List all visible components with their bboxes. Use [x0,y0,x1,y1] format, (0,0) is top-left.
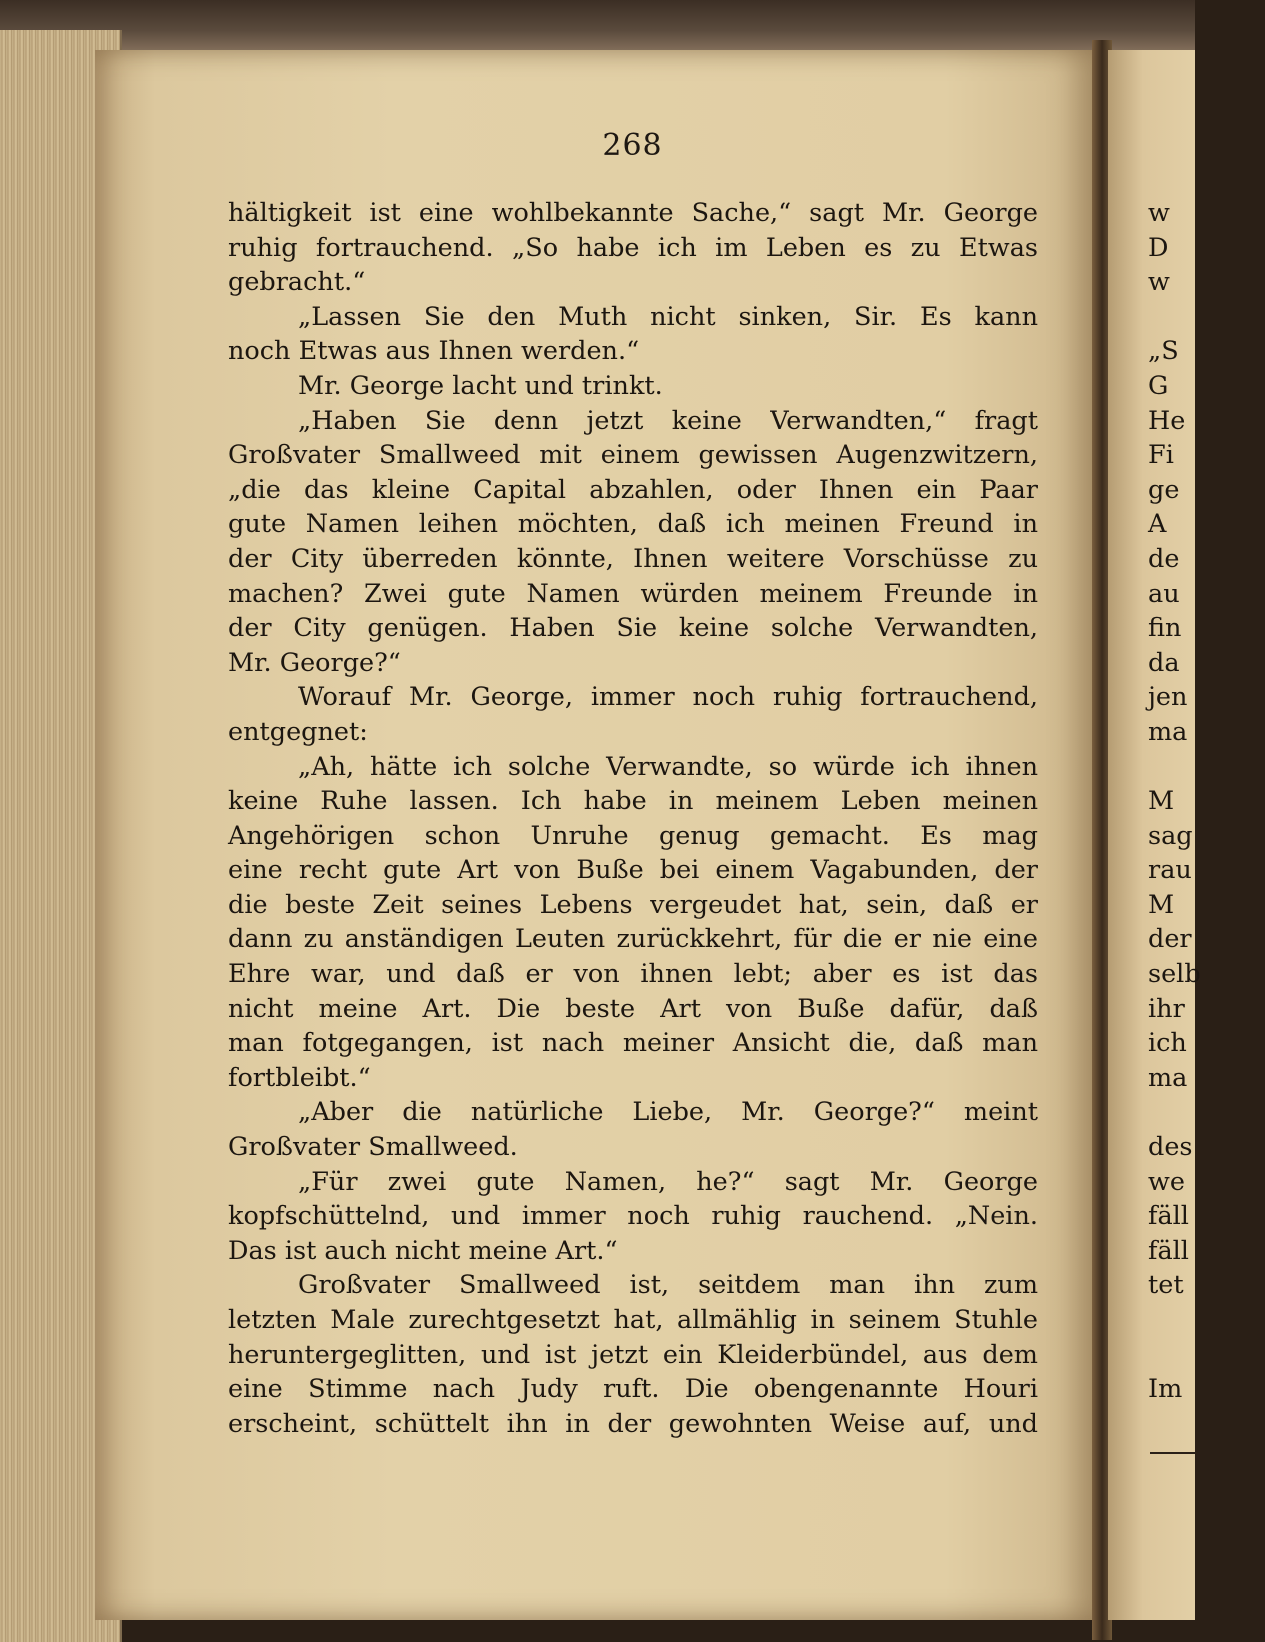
text-line: gebracht.“ [228,267,366,298]
text-line: keine Ruhe lassen. Ich habe in meinem Leben meinen [228,786,1038,817]
text-line: man fotgegangen, ist nach meiner Ansicht die, daß man [228,1028,1038,1059]
right-page-fragment: au [1148,578,1180,609]
text-line: hältigkeit ist eine wohlbekannte Sache,“ sagt Mr. George [228,198,1038,228]
right-page-fragment: Im [1148,1374,1183,1405]
right-page-fragment: A [1148,509,1167,540]
text-line: „Für zwei gute Namen, he?“ sagt Mr. George [298,1166,1038,1197]
right-page-fragment: D [1148,232,1169,263]
text-line: „die das kleine Capital abzahlen, oder Ihnen ein Paar [228,474,1038,505]
text-line: entgegnet: [228,716,368,747]
text-line: eine Stimme nach Judy ruft. Die obengenannte Houri [228,1374,1038,1405]
right-page-fragment: G [1148,370,1169,401]
book-cover-edge [0,0,1195,55]
right-page-fragment [1148,1338,1208,1373]
text-line: eine recht gute Art von Buße bei einem Vagabunden, der [228,855,1038,886]
text-line: Großvater Smallweed ist, seitdem man ihn zum [298,1270,1038,1301]
right-page-fragment [1148,1303,1208,1338]
text-line: gute Namen leihen möchten, daß ich meinen Freund in [228,509,1038,540]
text-line: Angehörigen schon Unruhe genug gemacht. Es mag [228,820,1038,851]
text-line: „Aber die natürliche Liebe, Mr. George?“ meint [298,1097,1038,1128]
right-page-fragment: M [1148,786,1175,817]
text-line: Das ist auch nicht meine Art.“ [228,1235,618,1266]
body-text [228,196,1038,1441]
right-page-fragment: „S [1148,336,1179,367]
text-line: heruntergeglitten, und ist jetzt ein Kleiderbündel, aus dem [228,1339,1038,1370]
text-line: ruhig fortrauchend. „So habe ich im Leben es zu Etwas [228,232,1038,263]
right-page-fragment: tet [1148,1270,1184,1301]
text-line: erscheint, schüttelt ihn in der gewohnten Weise auf, und [228,1408,1038,1439]
right-page-fragment: ich [1148,1028,1187,1059]
right-page-fragment: w [1148,198,1170,228]
right-page-fragment: der [1148,924,1192,955]
right-page-fragment: ge [1148,474,1180,505]
right-page-text-fragments [1148,196,1208,1407]
right-page-fragment: sag [1148,820,1193,851]
text-line: Mr. George lacht und trinkt. [298,370,663,401]
right-page-fragment: fäll [1148,1201,1189,1232]
text-line: machen? Zwei gute Namen würden meinem Freunde in [228,578,1038,609]
right-page-fragment: des [1148,1132,1193,1163]
right-page-fragment: ma [1148,1062,1188,1093]
text-line: die beste Zeit seines Lebens vergeudet hat, sein, daß er [228,889,1038,920]
right-page-fragment: da [1148,647,1180,678]
text-line: Ehre war, und daß er von ihnen lebt; aber es ist das [228,959,1038,990]
right-page-fragment: jen [1148,682,1188,713]
right-page-fragment: de [1148,543,1180,574]
text-line: kopfschüttelnd, und immer noch ruhig rauchend. „Nein. [228,1201,1038,1232]
text-line: Mr. George?“ [228,647,401,678]
text-line: der City genügen. Haben Sie keine solche Verwandten, [228,613,1038,644]
right-page-fragment: ihr [1148,993,1185,1024]
text-line: „Haben Sie denn jetzt keine Verwandten,“ fragt [298,405,1038,436]
text-line: „Lassen Sie den Muth nicht sinken, Sir. Es kann [298,301,1038,332]
right-page-fragment: Fi [1148,440,1174,471]
right-page-fragment: fäll [1148,1235,1189,1266]
right-page-fragment: w [1148,267,1170,298]
page-number: 268 [602,128,663,163]
text-line: Großvater Smallweed. [228,1132,518,1163]
text-line: nicht meine Art. Die beste Art von Buße dafür, daß [228,993,1038,1024]
right-page-fragment: M [1148,889,1175,920]
right-page-fragment: we [1148,1166,1185,1197]
right-page-fragment: ma [1148,716,1188,747]
text-line: noch Etwas aus Ihnen werden.“ [228,336,640,367]
text-line: der City überreden könnte, Ihnen weitere Vorschüsse zu [228,543,1038,574]
text-line: Großvater Smallweed mit einem gewissen Augenzwitzern, [228,440,1038,471]
right-page-fragment [1148,1095,1208,1130]
right-page-fragment [1148,300,1208,335]
right-page-fragment: He [1148,405,1186,436]
text-line: letzten Male zurechtgesetzt hat, allmählig in seinem Stuhle [228,1305,1038,1335]
text-line: Worauf Mr. George, immer noch ruhig fortrauchend, [298,682,1038,713]
right-page-fragment: rau [1148,855,1192,886]
text-line: dann zu anständigen Leuten zurückkehrt, für die er nie eine [228,924,1038,955]
right-page-fragment: selb [1148,959,1201,990]
footnote-rule [1150,1452,1195,1454]
text-line: „Ah, hätte ich solche Verwandte, so würde ich ihnen [298,751,1038,782]
text-line: fortbleibt.“ [228,1062,371,1093]
right-page-fragment: fin [1148,613,1182,644]
right-page-fragment [1148,750,1208,785]
